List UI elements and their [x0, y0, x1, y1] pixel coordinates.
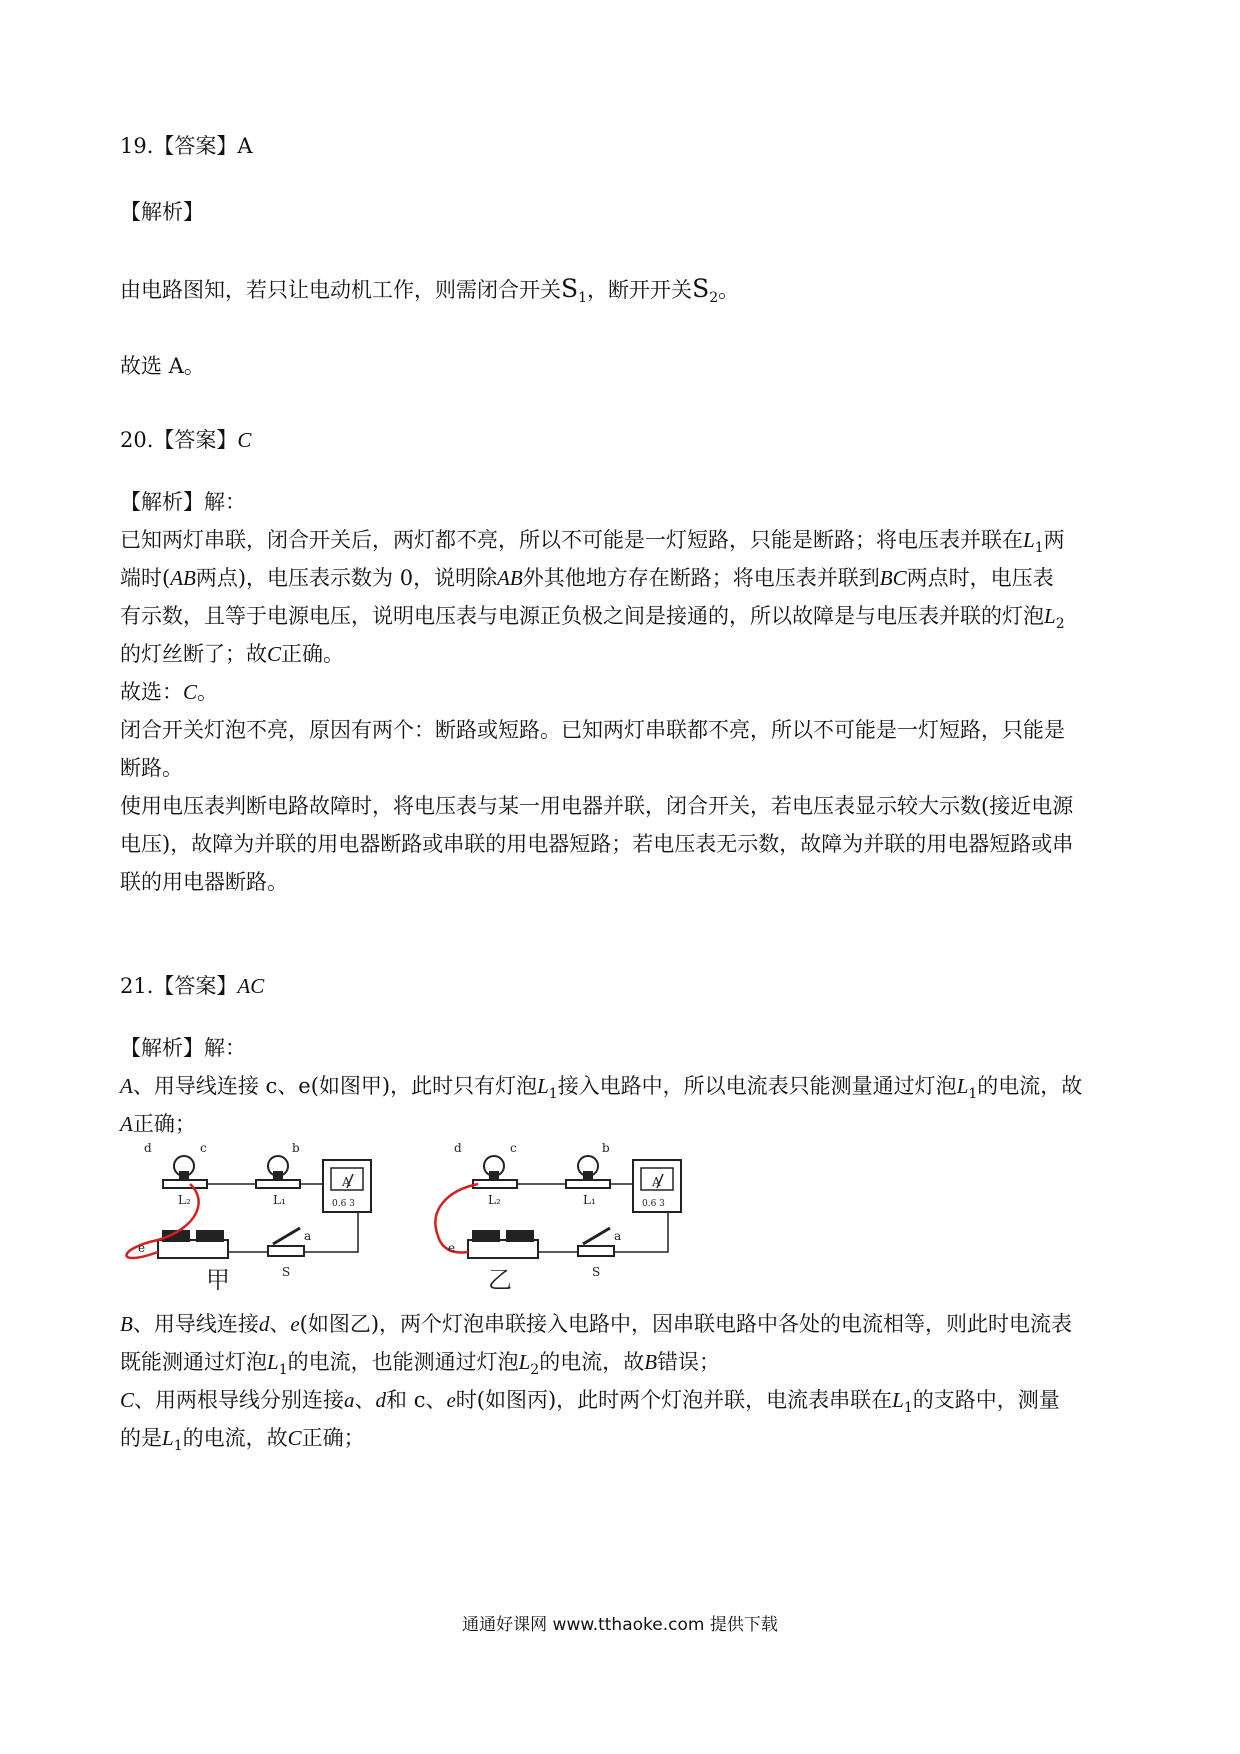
- label-S: S: [282, 1265, 291, 1279]
- q21-answer-line: [120, 968, 1120, 1005]
- text: 正确。: [281, 642, 345, 666]
- caption-yi: 乙: [488, 1266, 512, 1290]
- symbol-d: d: [258, 1312, 270, 1336]
- symbol-L: L: [892, 1388, 904, 1412]
- text: 错误；: [657, 1350, 721, 1374]
- text: 正确；: [301, 1426, 365, 1450]
- symbol-AB: AB: [497, 566, 523, 590]
- text: 的是: [120, 1426, 162, 1450]
- q21-B-line-1: [120, 1306, 1120, 1343]
- text: 。: [197, 680, 219, 704]
- symbol-s1: S: [561, 274, 579, 303]
- text: 已知两灯串联，闭合开关后，两灯都不亮，所以不可能是一灯短路，只能是断路；将电压表并联在: [120, 528, 1023, 552]
- text: 。: [718, 278, 740, 302]
- sub: 1: [1034, 540, 1044, 557]
- text: 外其他地方存在断路；将电压表并联到: [522, 566, 880, 590]
- symbol-A: A: [120, 1074, 133, 1098]
- answer-tag: 【答案】: [153, 428, 238, 452]
- sub: 1: [278, 1362, 288, 1379]
- text: 的灯丝断了；故: [120, 642, 267, 666]
- q20-answer-line: [120, 422, 1120, 459]
- text: 由电路图知，若只让电动机工作，则需闭合开关: [120, 278, 561, 302]
- text: 的电流，故: [977, 1074, 1083, 1098]
- meter-A: A: [652, 1175, 661, 1189]
- text: 有示数，且等于电源电压，说明电压表与电源正负极之间是接通的，所以故障是与电压表并联的灯泡: [120, 604, 1044, 628]
- text: 接入电路中，所以电流表只能测量通过灯泡: [557, 1074, 957, 1098]
- symbol-L: L: [267, 1350, 279, 1374]
- text: 既能测通过灯泡: [120, 1350, 267, 1374]
- q20-note-2: 断路。: [120, 756, 183, 780]
- q20-note-1: 闭合开关灯泡不亮，原因有两个：断路或短路。已知两灯串联都不亮，所以不可能是一灯短路，只能是: [120, 718, 1065, 742]
- caption-jia: 甲: [206, 1266, 230, 1290]
- q20-number: 20.: [120, 428, 154, 452]
- q20-choose: [120, 674, 1120, 711]
- q20-note-5: 联的用电器断路。: [120, 870, 288, 894]
- q19-analysis-tag: 【解析】: [120, 200, 204, 224]
- q20-note-3: 使用电压表判断电路故障时，将电压表与某一用电器并联，闭合开关，若电压表显示较大示数(接近电源: [120, 794, 1074, 818]
- q20-line-2: [120, 560, 1120, 597]
- text: 故选：: [120, 680, 183, 704]
- symbol-C: C: [120, 1388, 135, 1412]
- symbol-L: L: [956, 1074, 969, 1098]
- q21-C-line-2: [120, 1420, 1120, 1465]
- symbol-L: L: [1023, 528, 1035, 552]
- q21-analysis-tag: 【解析】解：: [120, 1036, 246, 1060]
- answer-tag: 【答案】: [153, 974, 238, 998]
- symbol-C: C: [287, 1426, 302, 1450]
- circuit-jia: [126, 1141, 371, 1290]
- label-L1: L₁: [273, 1193, 286, 1207]
- q21-number: 21.: [120, 974, 154, 998]
- label-b: b: [602, 1141, 610, 1155]
- sub: 2: [1055, 616, 1065, 633]
- label-d: d: [454, 1141, 462, 1155]
- symbol-C: C: [183, 680, 198, 704]
- symbol-s2: S: [692, 274, 710, 303]
- label-L2: L₂: [178, 1193, 191, 1207]
- circuit-figures: [118, 1140, 688, 1290]
- label-e: e: [138, 1241, 146, 1255]
- label-L1: L₁: [583, 1193, 596, 1207]
- text: 和 c、: [386, 1388, 447, 1412]
- q19-answer: A: [237, 134, 253, 158]
- label-S: S: [592, 1265, 601, 1279]
- symbol-AB: AB: [170, 566, 196, 590]
- symbol-L: L: [518, 1350, 531, 1374]
- text: 正确；: [132, 1112, 196, 1136]
- symbol-e: e: [446, 1388, 456, 1412]
- sub: 1: [548, 1086, 558, 1103]
- meter-scale: 0.6 3: [642, 1199, 665, 1209]
- symbol-e: e: [290, 1312, 300, 1336]
- symbol-L: L: [1044, 604, 1056, 628]
- symbol-A: A: [120, 1112, 133, 1136]
- text: 、用导线连接: [132, 1312, 259, 1336]
- q19-analysis-text: [120, 270, 1120, 317]
- text: 时(如图丙)，此时两个灯泡并联，电流表串联在: [455, 1388, 893, 1412]
- label-c: c: [200, 1141, 207, 1155]
- q20-note-4: 电压)，故障为并联的用电器断路或串联的用电器短路；若电压表无示数，故障为并联的用电器短路或串: [120, 832, 1074, 856]
- text: 的支路中，测量: [912, 1388, 1060, 1412]
- q20-analysis-tag: 【解析】解：: [120, 490, 246, 514]
- text: 两: [1043, 528, 1065, 552]
- text: 、: [354, 1388, 376, 1412]
- text: 、用导线连接 c、e(如图甲)，此时只有灯泡: [132, 1074, 538, 1098]
- text: 、用两根导线分别连接: [134, 1388, 345, 1412]
- q19-answer-line: [120, 128, 1120, 165]
- label-b: b: [292, 1141, 300, 1155]
- symbol-B: B: [644, 1350, 658, 1374]
- text: 的电流，故: [539, 1350, 645, 1374]
- q20-line-4: [120, 636, 1120, 673]
- answer-tag: 【答案】: [153, 134, 238, 158]
- sub: 1: [173, 1438, 183, 1455]
- text: ，断开开关: [587, 278, 693, 302]
- sub: 2: [709, 290, 719, 307]
- q19-choose: 故选 A。: [120, 354, 205, 378]
- text: 的电流，也能测通过灯泡: [287, 1350, 519, 1374]
- q21-A-line-2: [120, 1106, 1120, 1143]
- text: 两点)，电压表示数为 0，说明除: [195, 566, 498, 590]
- text: 两点时，电压表: [906, 566, 1054, 590]
- label-L2: L₂: [488, 1193, 501, 1207]
- sub: 1: [578, 290, 588, 307]
- q20-answer: C: [237, 428, 252, 452]
- meter-A: A: [342, 1175, 351, 1189]
- label-a: a: [304, 1229, 312, 1243]
- q21-answer: AC: [237, 974, 265, 998]
- text: 的电流，故: [182, 1426, 288, 1450]
- label-c: c: [510, 1141, 517, 1155]
- sub: 1: [903, 1400, 913, 1417]
- meter-scale: 0.6 3: [332, 1199, 355, 1209]
- text: 、: [269, 1312, 291, 1336]
- text: 端时(: [120, 566, 171, 590]
- q19-number: 19.: [120, 134, 154, 158]
- label-a: a: [614, 1229, 622, 1243]
- symbol-d: d: [375, 1388, 387, 1412]
- symbol-L: L: [162, 1426, 174, 1450]
- symbol-BC: BC: [879, 566, 907, 590]
- label-d: d: [144, 1141, 152, 1155]
- symbol-L: L: [537, 1074, 549, 1098]
- sub: 1: [968, 1086, 978, 1103]
- symbol-B: B: [120, 1312, 133, 1336]
- page-footer: 通通好课网 www.tthaoke.com 提供下载: [462, 1615, 778, 1635]
- symbol-C: C: [267, 642, 282, 666]
- circuit-yi: [435, 1141, 681, 1290]
- label-e: e: [448, 1241, 456, 1255]
- sub: 2: [530, 1362, 540, 1379]
- text: (如图乙)，两个灯泡串联接入电路中，因串联电路中各处的电流相等，则此时电流表: [299, 1312, 1073, 1336]
- symbol-a: a: [344, 1388, 355, 1412]
